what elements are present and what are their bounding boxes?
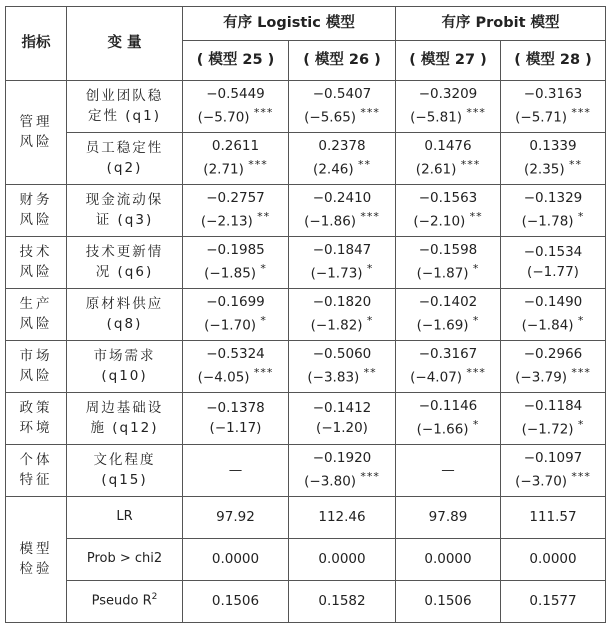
variable-cell [67,81,183,133]
test-stat-value: 0.1506 [396,581,501,623]
test-stat-value: 0.1582 [289,581,396,623]
coefficient-value: −0.5407 [312,86,372,103]
significance-stars: *** [460,157,481,171]
test-stat-value: 97.92 [183,497,289,539]
variable-cell [67,133,183,185]
coefficient-cell [501,289,606,341]
test-stat-value: 112.46 [289,497,396,539]
regression-table [5,6,606,623]
t-statistic: (−1.72) [521,421,574,438]
coefficient-value: — [228,461,243,478]
category-label: 风险 [19,133,53,150]
significance-stars: *** [466,365,486,379]
category-label: 风险 [19,211,53,228]
variable-cell [67,185,183,237]
coefficient-cell [183,237,289,289]
significance-stars: *** [360,209,380,223]
significance-stars: *** [253,105,274,119]
significance-stars: *** [360,105,380,119]
t-statistic: (−3.80) [304,473,357,490]
coefficient-cell [501,133,606,185]
coefficient-cell [183,133,289,185]
category-cell [6,237,67,289]
category-label: 风险 [19,367,53,384]
significance-stars: * [260,261,267,275]
t-statistic: (2.46) [313,161,354,178]
model-26-header: ( 模型 26 ) [289,41,396,81]
variable-label: 况 (q6) [95,263,154,280]
coefficient-cell [501,445,606,497]
variable-label: 现金流动保 [85,191,164,208]
t-statistic: (−1.70) [204,317,257,334]
coefficient-cell [289,81,396,133]
table-row [6,581,606,623]
coefficient-cell [289,289,396,341]
t-statistic: (−1.73) [310,265,363,282]
coefficient-cell [289,393,396,445]
category-cell [6,497,67,623]
category-cell [6,341,67,393]
coefficient-cell [183,289,289,341]
variable-label: 员工稳定性 [85,139,164,156]
category-label: 政策 [19,399,53,416]
variable-cell [67,445,183,497]
category-cell [6,289,67,341]
significance-stars: * [366,313,374,327]
t-statistic: (−2.10) [413,213,466,230]
table-row [6,393,606,445]
category-cell [6,393,67,445]
coefficient-cell [396,133,501,185]
t-statistic: (−2.13) [200,213,253,230]
coefficient-value: −0.2410 [312,190,372,207]
t-statistic: (2.71) [203,161,244,178]
variable-label: 创业团队稳 [85,87,164,104]
coefficient-value: −0.1920 [312,450,372,467]
category-label: 技术 [19,243,53,260]
coefficient-cell [289,133,396,185]
category-cell [6,81,67,185]
significance-stars: * [577,313,585,327]
variable-label: 周边基础设 [85,399,164,416]
t-statistic: (−4.07) [410,369,463,386]
significance-stars: ** [568,157,582,171]
table-row [6,445,606,497]
t-statistic: (−5.71) [515,109,568,126]
variable-label: (q8) [106,315,143,332]
coefficient-value: −0.1097 [523,450,583,467]
test-stat-label-cell [67,581,183,623]
significance-stars: *** [253,365,274,379]
variable-header: 变 量 [67,7,183,81]
coefficient-value: −0.5060 [312,346,372,363]
variable-label: (q2) [106,159,143,176]
coefficient-value: −0.5449 [206,86,265,103]
significance-stars: * [260,313,267,327]
category-label: 模型 [19,540,53,557]
variable-label: 市场需求 [93,347,156,364]
coefficient-value: 0.2611 [211,138,260,155]
significance-stars: * [577,209,585,223]
coefficient-value: −0.3163 [523,86,583,103]
t-statistic: (−1.66) [416,421,469,438]
test-stat-value: 0.0000 [289,539,396,581]
coefficient-cell [501,341,606,393]
t-statistic: (−3.70) [515,473,568,490]
test-stat-value: 0.0000 [501,539,606,581]
superscript: 2 [151,592,158,603]
coefficient-cell [501,185,606,237]
coefficient-cell [396,185,501,237]
t-statistic: (−5.70) [197,109,250,126]
variable-label: (q15) [101,471,148,488]
category-label: 特征 [19,471,53,488]
significance-stars: ** [469,209,483,223]
t-statistic: (−3.79) [515,369,568,386]
coefficient-cell [396,445,501,497]
t-statistic: (2.35) [524,161,565,178]
significance-stars: *** [466,105,486,119]
significance-stars: ** [257,209,271,223]
significance-stars: * [472,261,480,275]
variable-cell [67,237,183,289]
coefficient-value: −0.1563 [418,190,478,207]
coefficient-cell [183,341,289,393]
t-statistic: (−4.05) [197,369,250,386]
t-statistic: (−1.77) [527,263,579,280]
test-stat-label-cell [67,497,183,539]
category-label: 财务 [19,191,53,208]
category-label: 管理 [19,113,53,130]
category-cell [6,185,67,237]
coefficient-cell [396,289,501,341]
test-stat-value: 97.89 [396,497,501,539]
variable-label: 原材料供应 [85,295,164,312]
coefficient-cell [183,81,289,133]
test-stat-value: 0.0000 [183,539,289,581]
table-row [6,289,606,341]
coefficient-cell [289,445,396,497]
test-stat-label: Prob > chi2 [86,551,163,567]
t-statistic: (−1.78) [521,213,574,230]
table-row [6,133,606,185]
variable-cell [67,341,183,393]
model-25-header: ( 模型 25 ) [183,41,289,81]
t-statistic: (−1.20) [316,419,368,436]
significance-stars: *** [571,469,591,483]
t-statistic: (−3.83) [307,369,360,386]
table-row [6,497,606,539]
coefficient-cell [501,237,606,289]
table-row [6,185,606,237]
test-stat-label: Pseudo R [91,593,152,609]
t-statistic: (−1.84) [521,317,574,334]
test-stat-value: 0.1506 [183,581,289,623]
t-statistic: (−1.69) [416,317,469,334]
coefficient-value: −0.3167 [418,346,478,363]
coefficient-cell [396,341,501,393]
logistic-header: 有序 Logistic 模型 [183,7,396,41]
coefficient-value: −0.1534 [523,243,583,260]
significance-stars: ** [357,157,371,171]
table-row [6,81,606,133]
test-stat-label: LR [116,509,133,525]
category-label: 风险 [19,315,53,332]
test-stat-value: 111.57 [501,497,606,539]
coefficient-value: −0.1985 [206,242,265,259]
significance-stars: * [472,417,480,431]
significance-stars: ** [363,365,377,379]
model-28-header: ( 模型 28 ) [501,41,606,81]
category-cell [6,445,67,497]
coefficient-cell [396,237,501,289]
t-statistic: (−1.17) [209,419,262,436]
coefficient-cell [289,185,396,237]
significance-stars: *** [248,157,268,171]
table-body [6,81,606,623]
test-stat-value: 0.0000 [396,539,501,581]
model-27-header: ( 模型 27 ) [396,41,501,81]
coefficient-value: −0.3209 [418,86,478,103]
coefficient-value: −0.1184 [523,398,583,415]
coefficient-cell [396,81,501,133]
coefficient-cell [183,445,289,497]
significance-stars: *** [571,365,591,379]
coefficient-cell [501,81,606,133]
category-label: 风险 [19,263,53,280]
coefficient-value: −0.1598 [418,242,478,259]
table-row [6,539,606,581]
variable-label: 施 (q12) [90,419,159,436]
coefficient-cell [289,341,396,393]
variable-cell [67,289,183,341]
coefficient-value: 0.2378 [318,138,366,155]
coefficient-value: −0.2757 [206,190,265,207]
significance-stars: *** [360,469,380,483]
coefficient-value: −0.1412 [312,399,372,416]
significance-stars: * [366,261,374,275]
significance-stars: * [577,417,585,431]
category-label: 环境 [19,419,53,436]
coefficient-cell [183,185,289,237]
category-label: 个体 [19,451,53,468]
test-stat-label-cell [67,539,183,581]
t-statistic: (−1.87) [416,265,469,282]
table-row [6,341,606,393]
variable-label: 文化程度 [93,451,156,468]
t-statistic: (−1.86) [304,213,357,230]
t-statistic: (2.61) [415,161,457,178]
coefficient-value: −0.1146 [418,398,478,415]
coefficient-cell [501,393,606,445]
category-label: 生产 [19,295,53,312]
coefficient-cell [289,237,396,289]
coefficient-cell [183,393,289,445]
variable-label: 证 (q3) [95,211,154,228]
coefficient-value: −0.1329 [523,190,583,207]
coefficient-value: −0.1847 [312,242,372,259]
t-statistic: (−1.82) [310,317,363,334]
variable-label: 技术更新情 [85,243,164,260]
t-statistic: (−1.85) [204,265,257,282]
indicator-header: 指标 [6,7,67,81]
variable-cell [67,393,183,445]
probit-header: 有序 Probit 模型 [396,7,606,41]
table-row [6,237,606,289]
significance-stars: * [472,313,480,327]
t-statistic: (−5.65) [304,109,357,126]
coefficient-value: −0.1402 [418,294,478,311]
coefficient-value: — [441,461,455,478]
coefficient-value: −0.1378 [206,399,265,416]
coefficient-cell [396,393,501,445]
coefficient-value: −0.2966 [523,346,583,363]
category-label: 检验 [19,560,53,577]
coefficient-value: −0.5324 [206,346,265,363]
coefficient-value: −0.1699 [206,294,265,311]
variable-label: 定性 (q1) [88,107,161,124]
coefficient-value: 0.1339 [529,138,577,155]
coefficient-value: 0.1476 [424,138,472,155]
category-label: 市场 [19,347,53,364]
coefficient-value: −0.1490 [523,294,583,311]
t-statistic: (−5.81) [410,109,463,126]
variable-label: (q10) [101,367,148,384]
coefficient-value: −0.1820 [312,294,372,311]
test-stat-value: 0.1577 [501,581,606,623]
significance-stars: *** [571,105,591,119]
